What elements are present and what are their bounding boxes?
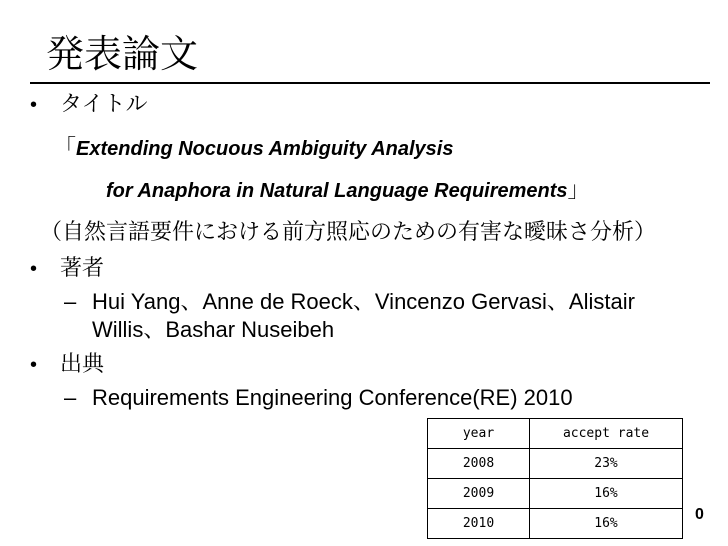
paper-title-text-1: Extending Nocuous Ambiguity Analysis xyxy=(76,138,454,160)
paper-title-line-1 xyxy=(54,134,453,163)
paper-title-text-2: for Anaphora in Natural Language Requirements xyxy=(106,180,568,202)
authors-line-1: Hui Yang、Anne de Roeck、Vincenzo Gervasi、Alistair xyxy=(92,289,635,314)
cell-year: 2009 xyxy=(428,479,530,509)
authors-line-2: Willis、Bashar Nuseibeh xyxy=(92,317,335,342)
bullet-authors-label: 著者 xyxy=(60,255,105,280)
cell-rate: 23% xyxy=(530,449,683,479)
header-accept-rate: accept rate xyxy=(530,419,683,449)
bullet-title-label: タイトル xyxy=(60,91,148,116)
close-bracket: 」 xyxy=(567,177,590,202)
japanese-title: （自然言語要件における前方照応のための有害な曖昧さ分析） xyxy=(40,219,657,244)
table-row xyxy=(428,449,683,479)
bullet-marker: • xyxy=(30,94,38,116)
dash-marker: – xyxy=(64,385,77,410)
table-row xyxy=(428,509,683,539)
page-number: 0 xyxy=(695,506,704,523)
slide-title: 発表論文 xyxy=(46,34,199,76)
bullet-marker: • xyxy=(30,258,38,280)
cell-rate: 16% xyxy=(530,479,683,509)
source-text: Requirements Engineering Conference(RE) 2010 xyxy=(92,385,573,410)
bullet-source-label: 出典 xyxy=(60,351,105,376)
header-year: year xyxy=(428,419,530,449)
paper-title-line-2 xyxy=(106,176,590,205)
cell-rate: 16% xyxy=(530,509,683,539)
cell-year: 2008 xyxy=(428,449,530,479)
cell-year: 2010 xyxy=(428,509,530,539)
open-bracket: 「 xyxy=(54,135,77,160)
title-divider xyxy=(30,82,710,84)
acceptance-rate-table xyxy=(427,418,683,539)
bullet-marker: • xyxy=(30,354,38,376)
table-row xyxy=(428,479,683,509)
table-header-row xyxy=(428,419,683,449)
dash-marker: – xyxy=(64,289,77,314)
